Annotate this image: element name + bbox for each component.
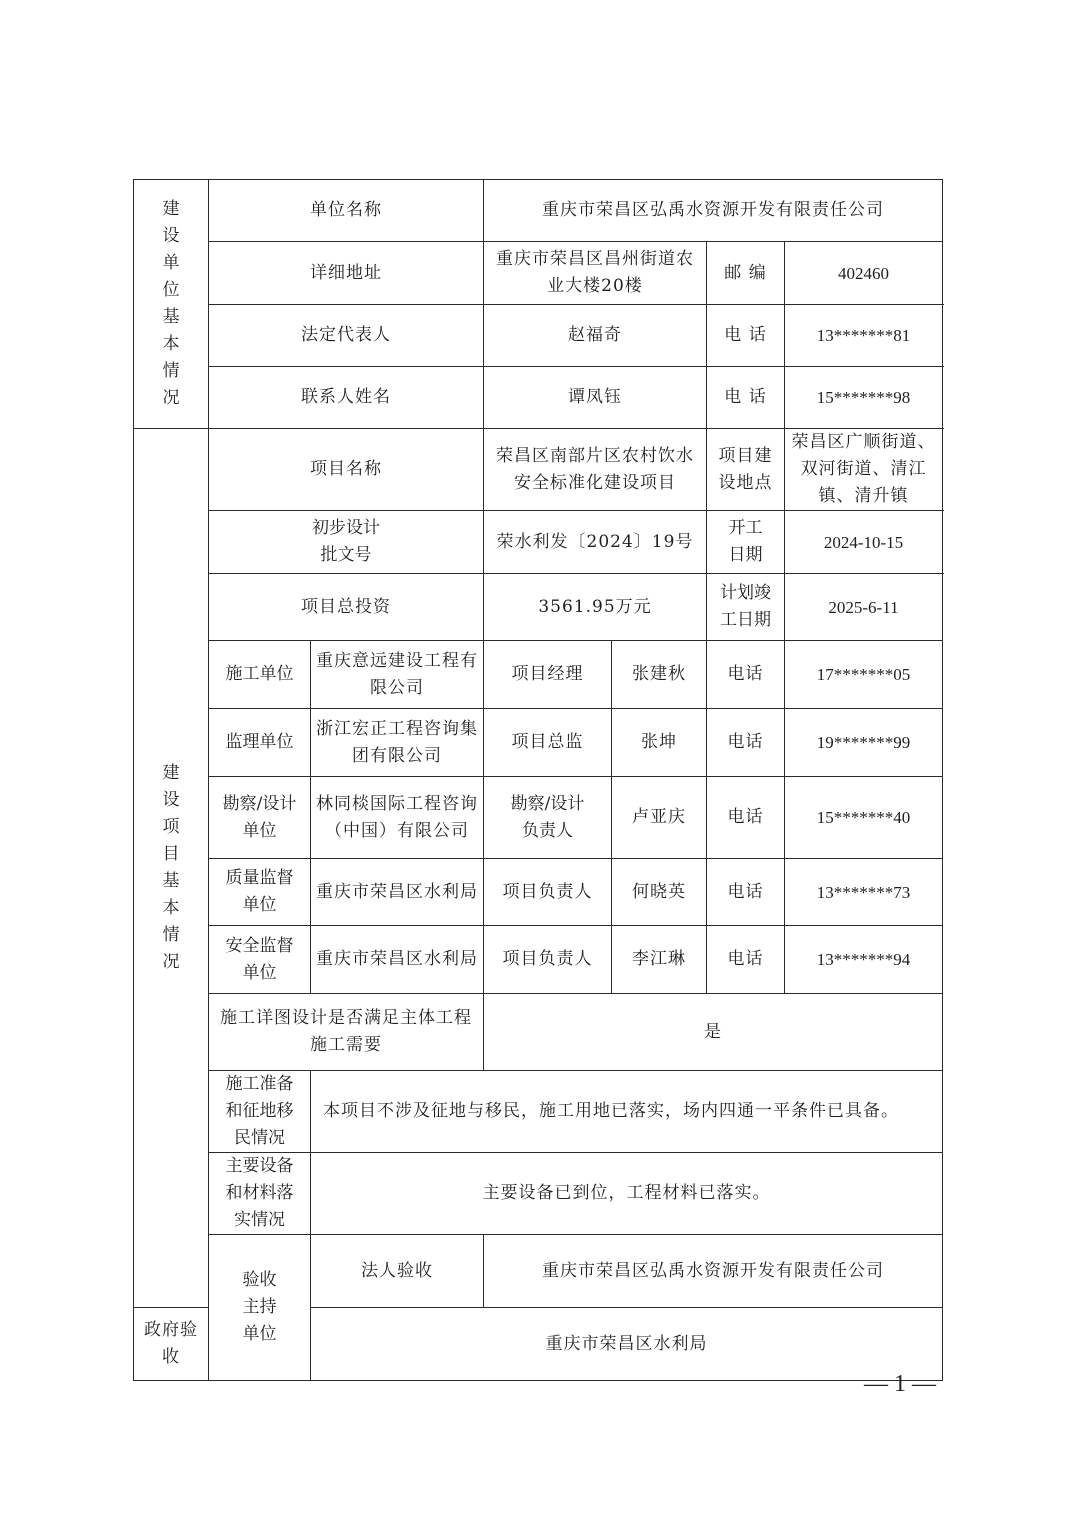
party-phone: 17*******05 <box>785 641 943 709</box>
phone-value: 15*******98 <box>785 367 943 429</box>
gov-acceptance-label: 政府验收 <box>134 1308 209 1381</box>
equipment-label <box>209 1153 311 1235</box>
approval-row <box>134 511 943 574</box>
party-role <box>209 709 311 777</box>
investment-label: 项目总投资 <box>209 574 484 641</box>
gov-acceptance-value: 重庆市荣昌区水利局 <box>311 1308 943 1381</box>
party-title: 项目经理 <box>484 641 612 709</box>
party-title: 项目负责人 <box>484 859 612 926</box>
party-row <box>134 709 943 777</box>
preparation-row <box>134 1071 943 1153</box>
party-title: 项目负责人 <box>484 926 612 994</box>
party-role <box>209 641 311 709</box>
party-row <box>134 777 943 859</box>
project-name-row <box>134 429 943 511</box>
party-row <box>134 641 943 709</box>
party-org: 重庆意远建设工程有限公司 <box>311 641 484 709</box>
party-person: 何晓英 <box>612 859 707 926</box>
party-org: 重庆市荣昌区水利局 <box>311 926 484 994</box>
preparation-label <box>209 1071 311 1153</box>
start-date-value: 2024-10-15 <box>785 511 943 574</box>
legal-acceptance-row <box>134 1235 943 1308</box>
section-label: 建设项目基本情况 <box>162 763 180 972</box>
party-role-text: 勘察/设计单位 <box>222 793 297 841</box>
preparation-value: 本项目不涉及征地与移民，施工用地已落实，场内四通一平条件已具备。 <box>311 1071 943 1153</box>
start-date-label <box>707 511 785 574</box>
project-info-table <box>133 179 943 1381</box>
preparation-label-text: 施工准备和征地移民情况 <box>225 1074 294 1148</box>
party-role <box>209 777 311 859</box>
section-acceptance <box>209 1235 311 1381</box>
party-role-text: 监理单位 <box>225 732 294 752</box>
detail-design-row <box>134 994 943 1071</box>
party-phone-label: 电话 <box>707 709 785 777</box>
party-org: 林同棪国际工程咨询（中国）有限公司 <box>311 777 484 859</box>
unit-name-row <box>134 180 943 242</box>
party-person: 卢亚庆 <box>612 777 707 859</box>
party-row <box>134 859 943 926</box>
phone-label: 电 话 <box>707 367 785 429</box>
approval-label-text: 初步设计批文号 <box>312 518 380 565</box>
unit-address-value: 重庆市荣昌区昌州街道农业大楼20楼 <box>484 242 707 305</box>
detail-design-label: 施工详图设计是否满足主体工程施工需要 <box>209 994 484 1071</box>
legal-acceptance-label: 法人验收 <box>311 1235 484 1308</box>
phone-value: 13*******81 <box>785 305 943 367</box>
project-name-value: 荣昌区南部片区农村饮水安全标准化建设项目 <box>484 429 707 511</box>
legal-acceptance-value: 重庆市荣昌区弘禹水资源开发有限责任公司 <box>484 1235 943 1308</box>
legal-rep-row <box>134 305 943 367</box>
postcode-value: 402460 <box>785 242 943 305</box>
investment-value: 3561.95万元 <box>484 574 707 641</box>
section-project <box>134 429 209 1308</box>
party-phone-label: 电话 <box>707 859 785 926</box>
party-phone-label: 电话 <box>707 926 785 994</box>
party-title: 项目总监 <box>484 709 612 777</box>
finish-date-label-text: 计划竣工日期 <box>720 583 771 630</box>
party-phone: 13*******73 <box>785 859 943 926</box>
party-person: 张坤 <box>612 709 707 777</box>
contact-value: 谭凤钰 <box>484 367 707 429</box>
party-phone: 15*******40 <box>785 777 943 859</box>
party-org: 重庆市荣昌区水利局 <box>311 859 484 926</box>
unit-name-label: 单位名称 <box>209 180 484 242</box>
finish-date-label <box>707 574 785 641</box>
contact-label: 联系人姓名 <box>209 367 484 429</box>
project-name-label: 项目名称 <box>209 429 484 511</box>
page-number: — 1 — <box>864 1371 936 1397</box>
legal-rep-label: 法定代表人 <box>209 305 484 367</box>
party-phone-label: 电话 <box>707 777 785 859</box>
unit-address-label: 详细地址 <box>209 242 484 305</box>
party-phone: 13*******94 <box>785 926 943 994</box>
phone-label: 电 话 <box>707 305 785 367</box>
equipment-label-text: 主要设备和材料落实情况 <box>225 1156 294 1230</box>
party-org: 浙江宏正工程咨询集团有限公司 <box>311 709 484 777</box>
party-row <box>134 926 943 994</box>
unit-address-row <box>134 242 943 305</box>
party-title-text: 勘察/设计负责人 <box>510 793 585 841</box>
party-person: 李江琳 <box>612 926 707 994</box>
equipment-value: 主要设备已到位，工程材料已落实。 <box>311 1153 943 1235</box>
party-role-text: 安全监督单位 <box>225 935 294 983</box>
party-role <box>209 859 311 926</box>
contact-row <box>134 367 943 429</box>
approval-label <box>209 511 484 574</box>
approval-value: 荣水利发〔2024〕19号 <box>484 511 707 574</box>
party-phone-label: 电话 <box>707 641 785 709</box>
legal-rep-value: 赵福奇 <box>484 305 707 367</box>
party-role <box>209 926 311 994</box>
party-role-text: 质量监督单位 <box>225 868 294 915</box>
section-construction-unit <box>134 180 209 429</box>
party-title <box>484 777 612 859</box>
detail-design-value: 是 <box>484 994 943 1071</box>
project-site-label: 项目建设地点 <box>707 429 785 511</box>
project-site-value: 荣昌区广顺街道、双河街道、清江镇、清升镇 <box>785 429 943 511</box>
party-person: 张建秋 <box>612 641 707 709</box>
section-label: 建设单位基本情况 <box>162 199 180 408</box>
investment-row <box>134 574 943 641</box>
finish-date-value: 2025-6-11 <box>785 574 943 641</box>
equipment-row <box>134 1153 943 1235</box>
party-phone: 19*******99 <box>785 709 943 777</box>
section-label: 验收主持单位 <box>242 1270 277 1344</box>
party-role-text: 施工单位 <box>225 664 294 684</box>
start-date-label-text: 开工日期 <box>728 518 763 565</box>
postcode-label: 邮 编 <box>707 242 785 305</box>
unit-name-value: 重庆市荣昌区弘禹水资源开发有限责任公司 <box>484 180 943 242</box>
